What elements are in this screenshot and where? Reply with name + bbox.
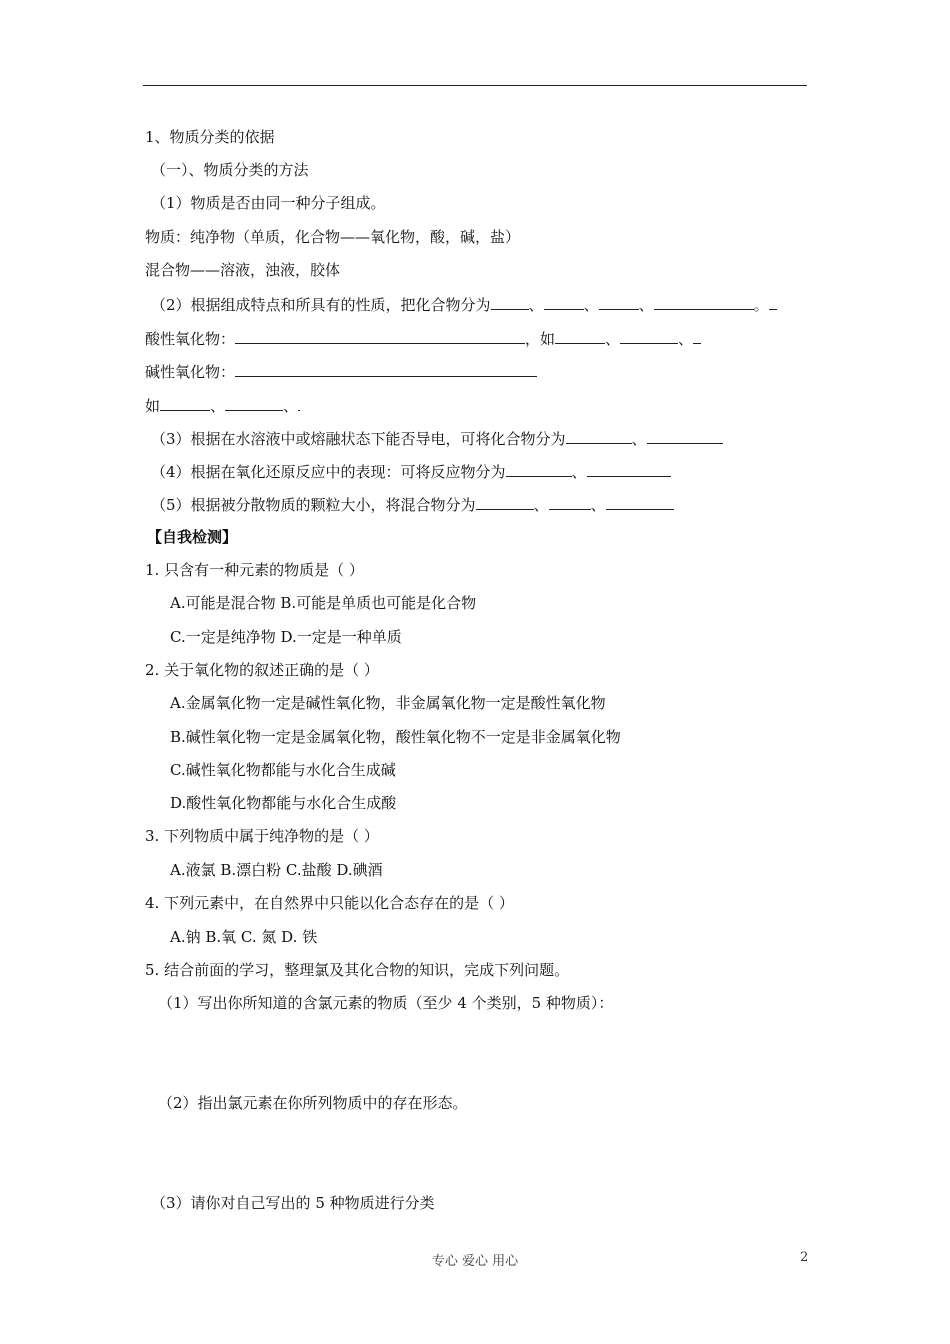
question-2-option-b: B.碱性氧化物一定是金属氧化物，酸性氧化物不一定是非金属氧化物 [170,728,621,746]
blank-field[interactable] [654,294,754,310]
section-subtitle: （一）、物质分类的方法 [151,161,309,179]
question-2-option-a: A.金属氧化物一定是碱性氧化物，非金属氧化物一定是酸性氧化物 [170,694,606,712]
separator: 、 [583,296,599,314]
blank-field[interactable] [566,428,632,444]
fill-line-mixture [151,494,674,515]
question-5-part-2: （2）指出氯元素在你所列物质中的存在形态。 [158,1094,468,1112]
blank-field[interactable] [620,328,678,344]
separator: 、 [590,496,606,514]
separator: 、 [678,330,694,348]
blank-field[interactable] [235,361,537,377]
text-line-1: （1）物质是否由同一种分子组成。 [151,194,386,212]
fill-line-text: （3）根据在水溶液中或熔融状态下能否导电，可将化合物分为 [151,430,566,448]
blank-field[interactable] [491,294,529,310]
blank-field[interactable] [549,494,591,510]
blank-field[interactable] [235,328,525,344]
fill-line-text: （4）根据在氧化还原反应中的表现：可将反应物分为 [151,463,506,481]
fill-line-label: 如 [145,397,161,415]
blank-field[interactable] [587,461,671,477]
separator: 、 [533,496,549,514]
blank-field[interactable] [693,328,701,344]
blank-field[interactable] [225,395,283,411]
blank-field[interactable] [647,428,723,444]
blank-field[interactable] [298,395,300,411]
fill-line-redox [151,461,671,482]
question-1-options-cd: C.一定是纯净物 D.一定是一种单质 [170,628,402,646]
separator: 、 [571,463,587,481]
separator: 、 [638,296,654,314]
fill-line-label: 酸性氧化物： [145,330,236,348]
blank-field[interactable] [506,461,572,477]
fill-line-basic-oxide [145,361,537,382]
fill-line-basic-oxide-examples [145,395,300,416]
question-5: 5. 结合前面的学习，整理氯及其化合物的知识，完成下列问题。 [145,961,570,979]
self-check-title: 【自我检测】 [147,528,238,546]
period: 。 [753,296,769,314]
separator: 、 [605,330,621,348]
question-5-part-1: （1）写出你所知道的含氯元素的物质（至少 4 个类别，5 种物质）： [158,994,614,1012]
question-4-options: A.钠 B.氧 C. 氮 D. 铁 [170,928,318,946]
question-4: 4. 下列元素中，在自然界中只能以化合态存在的是（ ） [145,894,514,912]
blank-field[interactable] [599,294,639,310]
question-3: 3. 下列物质中属于纯净物的是（ ） [145,827,379,845]
blank-field[interactable] [160,395,210,411]
blank-field[interactable] [544,294,584,310]
separator: 、 [210,397,226,415]
question-1: 1. 只含有一种元素的物质是（ ） [145,561,364,579]
fill-line-text: ，如 [525,330,556,348]
fill-line-conductivity [151,428,723,449]
text-line-3: 混合物——溶液，浊液，胶体 [145,261,341,279]
text-line-2: 物质：纯净物（单质，化合物——氧化物，酸，碱，盐） [145,228,521,246]
page-footer: 专心 爱心 用心 [431,1254,519,1269]
question-2: 2. 关于氧化物的叙述正确的是（ ） [145,661,379,679]
separator: 、 [528,296,544,314]
page-number: 2 [800,1250,809,1265]
header-rule [143,85,807,86]
separator: 、 [283,397,299,415]
fill-line-text: （5）根据被分散物质的颗粒大小，将混合物分为 [151,496,476,514]
question-2-option-d: D.酸性氧化物都能与水化合生成酸 [170,794,397,812]
fill-line-text: （2）根据组成特点和所具有的性质，把化合物分为 [151,296,491,314]
fill-line-acidic-oxide [145,328,701,349]
separator: 、 [631,430,647,448]
question-1-options-ab: A.可能是混合物 B.可能是单质也可能是化合物 [170,594,477,612]
blank-field[interactable] [555,328,605,344]
fill-line-compound-classes [151,294,777,315]
question-3-options: A.液氯 B.漂白粉 C.盐酸 D.碘酒 [170,861,383,879]
blank-field[interactable] [606,494,674,510]
blank-field[interactable] [476,494,534,510]
section-title: 1、物质分类的依据 [145,128,275,146]
question-2-option-c: C.碱性氧化物都能与水化合生成碱 [170,761,396,779]
fill-line-label: 碱性氧化物： [145,363,236,381]
blank-field[interactable] [769,294,777,310]
question-5-part-3: （3）请你对自己写出的 5 种物质进行分类 [151,1194,435,1212]
